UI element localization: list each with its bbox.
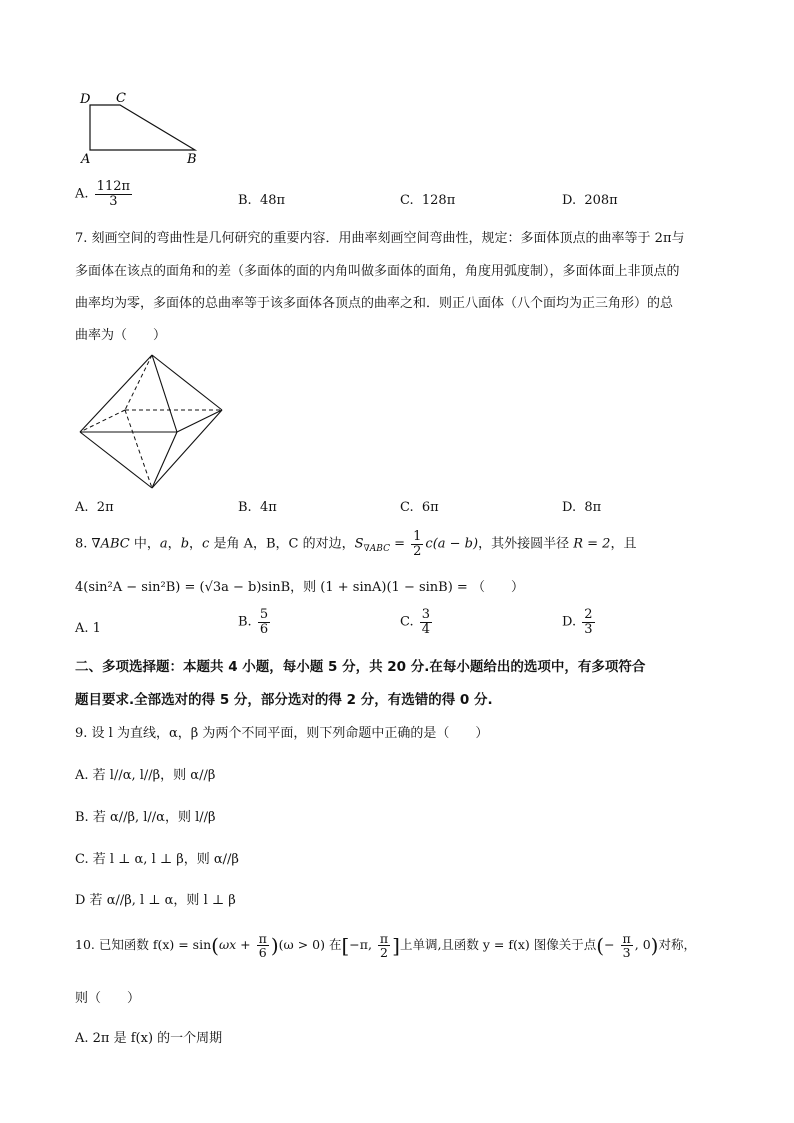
label-d: D bbox=[80, 92, 91, 107]
label-a: A bbox=[81, 152, 91, 167]
option-letter: D. bbox=[562, 614, 577, 630]
label-c: C bbox=[116, 91, 126, 106]
fraction: $\frac{5}{6}$ bbox=[259, 607, 269, 637]
option-text: 2π bbox=[96, 500, 114, 515]
q6-option-b[interactable] bbox=[238, 193, 285, 208]
q10-option-a[interactable]: A. 2π 是 f(x) 的一个周期 bbox=[75, 1031, 223, 1046]
q9-option-d[interactable]: D 若 α//β, l ⊥ α，则 l ⊥ β bbox=[75, 893, 236, 908]
option-letter: D. bbox=[562, 500, 577, 515]
option-text: 6π bbox=[421, 500, 439, 515]
section-2-heading-line-2: 题目要求.全部选对的得 5 分，部分选对的得 2 分，有选错的得 0 分. bbox=[75, 692, 493, 708]
option-text: 208π bbox=[584, 193, 618, 208]
label-b: B bbox=[187, 152, 197, 167]
q9-option-a[interactable]: A. 若 l//α, l//β，则 α//β bbox=[75, 768, 216, 783]
fraction: $\frac{112\pi}{3}$ bbox=[96, 179, 131, 209]
q9-option-c[interactable]: C. 若 l ⊥ α, l ⊥ β，则 α//β bbox=[75, 852, 239, 867]
q8-option-b[interactable] bbox=[238, 608, 272, 636]
q8-option-a[interactable] bbox=[75, 621, 101, 636]
fraction: $\frac{2}{3}$ bbox=[584, 607, 593, 637]
fraction: $\frac{1}{2}$ bbox=[413, 529, 422, 559]
q8-option-c[interactable] bbox=[400, 608, 434, 636]
q7-line-2: 多面体在该点的面角和的差（多面体的面的内角叫做多面体的面角，角度用弧度制），多面体面上非顶点的 bbox=[75, 264, 680, 279]
option-text: 128π bbox=[421, 193, 456, 208]
fraction: $\frac{3}{4}$ bbox=[421, 607, 431, 637]
option-letter: A. bbox=[75, 500, 89, 515]
q10-line-2: 则（ ） bbox=[75, 991, 141, 1006]
q8-line-2: 4(sin²A − sin²B) = (√3a − b)sinB，则 (1 + sinA)(1 − sinB) = （ ） bbox=[75, 580, 524, 595]
q10-line-1: 10. 已知函数 f(x) = sin(ωx + $\frac{\pi}{6}$ )(ω > 0) 在[−π, $\frac{\pi}{2}$ ]上单调,且函数 y = f(x) 图像关于点(− $\frac{\pi}{3}$ , 0)对称， bbox=[75, 930, 696, 960]
q8-option-d[interactable] bbox=[562, 608, 597, 636]
q7-option-d[interactable] bbox=[562, 500, 601, 515]
option-text: 48π bbox=[259, 193, 286, 208]
option-letter: C. bbox=[400, 614, 414, 630]
option-letter: D. bbox=[562, 193, 577, 208]
q6-option-c[interactable] bbox=[400, 193, 455, 208]
q7-option-a[interactable] bbox=[75, 500, 114, 515]
option-text: 1 bbox=[92, 621, 101, 636]
option-text: 8π bbox=[584, 500, 602, 515]
option-letter: B. bbox=[238, 500, 252, 515]
option-letter: A. bbox=[75, 621, 89, 636]
q8-line-1: 8. ∇ABC 中，a，b，c 是角 A，B，C 的对边，$S_{\nabla ABC}$ = $\frac{1}{2}$ c(a − b)，其外接圆半径 R = 2，且 bbox=[75, 529, 637, 559]
option-letter: C. bbox=[400, 500, 414, 515]
trapezoid-figure bbox=[70, 85, 220, 170]
option-letter: B. bbox=[238, 193, 252, 208]
option-letter: A. bbox=[75, 186, 89, 202]
q7-line-3: 曲率均为零，多面体的总曲率等于该多面体各顶点的曲率之和．则正八面体（八个面均为正三角形）的总 bbox=[75, 296, 674, 311]
q7-line-1: 7. 刻画空间的弯曲性是几何研究的重要内容．用曲率刻画空间弯曲性，规定：多面体顶点的曲率等于 2π与 bbox=[75, 231, 685, 246]
octahedron-figure bbox=[70, 350, 230, 495]
option-letter: C. bbox=[400, 193, 414, 208]
q6-option-a[interactable] bbox=[75, 180, 134, 208]
q6-option-d[interactable] bbox=[562, 193, 618, 208]
option-text: 4π bbox=[259, 500, 277, 515]
q7-option-b[interactable] bbox=[238, 500, 277, 515]
option-letter: B. bbox=[238, 614, 252, 630]
q7-line-4: 曲率为（ ） bbox=[75, 328, 167, 343]
fraction: $\frac{\pi}{3}$ bbox=[622, 930, 631, 960]
q7-option-c[interactable] bbox=[400, 500, 439, 515]
fraction: $\frac{\pi}{2}$ bbox=[379, 930, 389, 960]
q9-stem: 9. 设 l 为直线，α，β 为两个不同平面，则下列命题中正确的是（ ） bbox=[75, 726, 489, 741]
fraction: $\frac{\pi}{6}$ bbox=[258, 930, 267, 960]
q9-option-b[interactable]: B. 若 α//β, l//α，则 l//β bbox=[75, 810, 216, 825]
section-2-heading-line-1: 二、多项选择题：本题共 4 小题，每小题 5 分，共 20 分.在每小题给出的选项中，有多项符合 bbox=[75, 659, 646, 675]
